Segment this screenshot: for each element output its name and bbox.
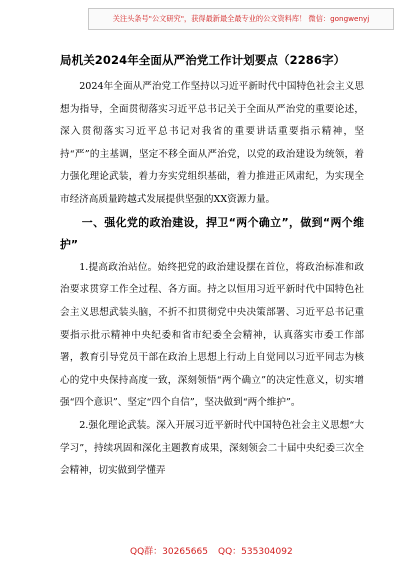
- document-body: [60, 76, 364, 483]
- paragraph-2: 2.强化理论武装。深入开展习近平新时代中国特色社会主义思想“大学习”，持续巩固和深化主题教育成果，深刻领会二十届中央纪委三次全会精神，切实做到学懂弄: [60, 419, 364, 477]
- footer: [0, 542, 408, 562]
- document-title: 局机关2024年全面从严治党工作计划要点（2286字）: [60, 53, 346, 67]
- qq-group: QQ群：30265665: [130, 547, 208, 557]
- banner-text: 关注头条号"公文研究"，获得最新最全最专业的公文资料库！ 微信：gongwenyj: [112, 14, 370, 23]
- top-banner: [88, 8, 394, 30]
- qq-contact: QQ：535304092: [218, 547, 293, 557]
- intro-paragraph: 2024年全面从严治党工作坚持以习近平新时代中国特色社会主义思想为指导，全面贯彻落实习近平总书记关于全面从严治党的重要论述，深入贯彻落实习近平总书记对我省的重要讲话重要指示精神，坚持“严”的主基调，坚定不移全面从严治党，以党的政治建设为统领，着力强化理论武装，着力夯实党组织基础，着力推进正风肃纪，为实现全市经济高质量跨越式发展提供坚强的XX资源力量。: [60, 81, 364, 205]
- section-heading-1: 一、强化党的政治建设，捍卫“两个确立”，做到“两个维护”: [60, 215, 364, 252]
- paragraph-1: 1.提高政治站位。始终把党的政治建设摆在首位，将政治标准和政治要求贯穿工作全过程、各方面。持之以恒用习近平新时代中国特色社会主义思想武装头脑，不折不扣贯彻党中央决策部署、习近平总书记重要指示批示精神中央纪委和省市纪委全会精神，认真落实市委工作部署，教育引导党员干部在政治上思想上行动上自觉同以习近平同志为核心的党中央保持高度一致，深刻领悟“两个确立”的决定性意义，切实增强“四个意识”、坚定“四个自信”，坚决做到“两个维护”。: [60, 261, 364, 409]
